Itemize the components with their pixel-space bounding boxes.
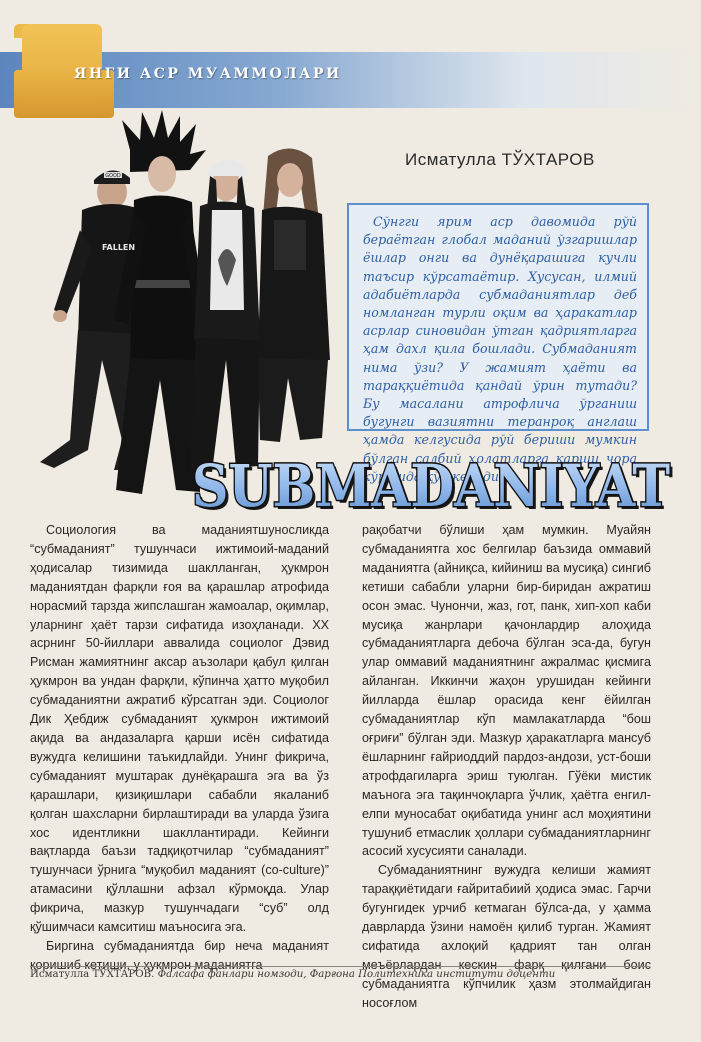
cap-text: GOOD: [105, 173, 121, 179]
footnote-rule: [30, 966, 650, 967]
person-4: [258, 148, 330, 442]
lead-text: Сўнгги ярим аср давомида рўй бераётган глобал маданий ўзгаришлар ёшлар онги ва дунёқарашига кучли таъсир кўрсатаётир. Хусусан, илмий адабиётларда субмаданиятлар деб номланган турли оқим ва ҳаракатлар асрлар синовидан ўтган қадриятларга ҳам дахл қила бошлади. Субмаданият нима ўзи? У жамият ҳаёти ва тараққиётида қандай ўрин тутади? Бу масалани атрофлича ўрганиш бугунги вазиятни теранроқ англаш ҳамда келгусида рўй бериши мумкин бўлган салбий ҳолатларга қарши чора кўришда қўл келади.: [363, 214, 637, 484]
body-column-left: [30, 521, 329, 975]
footnote-author: Исматулла ТЎХТАРОВ.: [30, 969, 158, 980]
shirt-text: FALLEN: [102, 243, 136, 252]
paragraph: Субмаданиятнинг вужудга келиши жамият тараққиётидаги ғайритабиий ҳодиса эмас. Гарчи бугунгидек урчиб кетмаган бўлса-да, у ҳамма даврларда ўзини намоён қилиб турган. Жамият сифатида ахлоқий қадрият тан олган меъёрлардан кескин фарқ қилгани боис субмаданиятга кўпчилик ҳазм этолмайдиган носоғлом: [362, 863, 651, 1010]
band-photo: [30, 110, 340, 500]
footnote-role: Фалсафа фанлари номзоди, Фарғона Политехника институти доценти: [157, 969, 556, 980]
lead-box: [347, 203, 649, 484]
author-footnote: [30, 969, 555, 980]
title-shadow: SUBMADANIYAT: [195, 455, 673, 523]
title-text: SUBMADANIYAT: [192, 452, 670, 520]
article-title: [180, 444, 680, 524]
person-3: [190, 160, 260, 472]
author-name: Исматулла ТЎХТАРОВ: [405, 150, 595, 169]
section-rubric: ЯНГИ АСР МУАММОЛАРИ: [74, 66, 342, 82]
body-column-right: [362, 521, 651, 1013]
paragraph: Социология ва маданиятшуносликда “субмаданият” тушунчаси ижтимоий-маданий ҳодисалар тизимида шаклланган, ҳукмрон маданиятдан фарқли ғоя ва қарашлар атрофида норасмий тарзда жипслашган жамоалар, оқимлар, уларнинг ҳаёт тарзи сифатида изоҳланади. XX асрнинг 50-йиллари аввалида социолог Дэвид Рисман жамиятнинг аксар аъзолари қабул қилган ҳукмрон ва ундан фарқли, кўпинча ҳатто муқобил субмаданиятни ажратиб кўрсатган эди. Социолог Дик Ҳебдиж субмаданият ҳукмрон ижтимоий ақида ва андазаларга қарши исён сифатида вужудга келишини таъкидлайди. Унинг фикрича, субмаданият муштарак дунёқарашга эга ва ўз қарашлари, қизиқишлари сабабли якаланиб қолган шахсларни бирлаштиради ва уларда ўзига хос идентликни шакллантиради. Кейинги вақтларда баъзи тадқиқотчилар “субмаданият” тушунчаси ўрнига “муқобил маданият (co-culture)” атамасини қўллашни афзал кўрмоқда. Улар фикрича, мазкур тушунчадаги “суб” олд қўшимчаси камситиш маъносига эга.: [30, 523, 329, 935]
paragraph: Биргина субмаданиятда бир неча маданият қоришиб кетиши, у ҳукмрон маданиятга: [30, 938, 329, 972]
paragraph: рақобатчи бўлиши ҳам мумкин. Муайян субмаданиятга хос белгилар баъзида оммавий маданиятга (айниқса, кийиниш ва мусиқа) сингиб кетиши сабабли уларни бир-биридан ажратиш осон эмас. Чунончи, жаз, гот, панк, хип-хоп каби мусиқа жанрлари қачонлардир алоҳида субмаданиятларга дебоча бўлган эса-да, бугун улар оммавий маданиятнинг ажралмас қисмига айланган. Иккинчи жаҳон урушидан кейинги йилларда ёшлар орасида кенг ёйилган субмаданиятлар кўп мамлакатларда “бош оғриғи” бўлган эди. Мазкур ҳаракатларга мансуб ёшларнинг ғайриоддий пардоз-андози, уст-боши атрофдагиларга эриш туюлган. Гўёки мистик маънога эга тақинчоқларга ўчлик, ҳаётга енгил-елпи муносабат оқибатида унинг асл моҳиятини тушуниб етмаслик ҳоллари субмаданиятларнинг асосий хусусияти саналади.: [362, 523, 651, 859]
